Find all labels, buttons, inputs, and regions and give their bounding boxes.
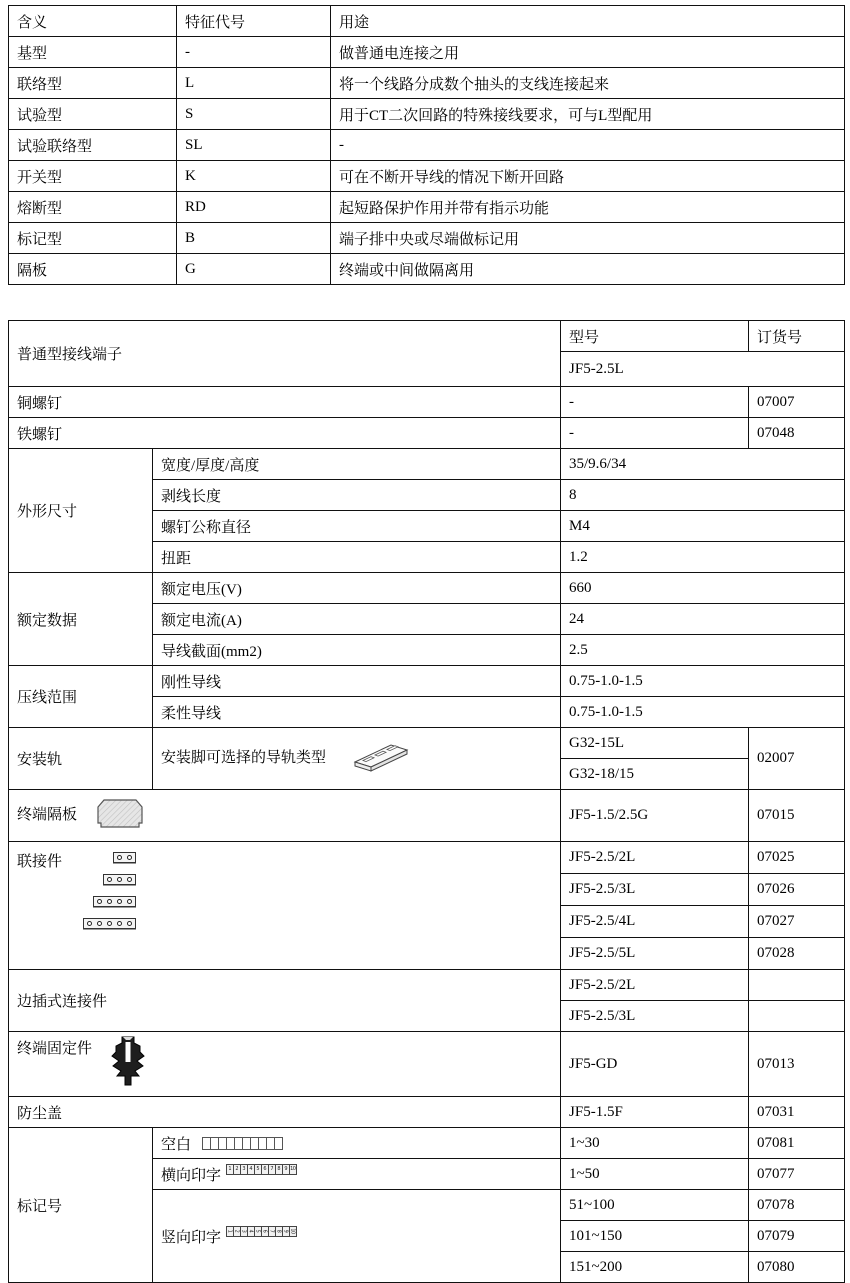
header-model: 型号 (561, 321, 749, 352)
marker-blank-cell (153, 1128, 561, 1159)
header-use: 用途 (331, 6, 845, 37)
dim-value: 1.2 (561, 542, 845, 573)
end-plate-model: JF5-1.5/2.5G (561, 790, 749, 842)
dim-attr: 扭距 (153, 542, 561, 573)
type-row (9, 254, 845, 285)
screw-label: 铜螺钉 (9, 387, 561, 418)
type-row (9, 223, 845, 254)
wire-attr: 柔性导线 (153, 697, 561, 728)
link-order: 07026 (749, 874, 845, 906)
screw-label: 铁螺钉 (9, 418, 561, 449)
cell-code: G (177, 254, 331, 285)
cell-meaning: 试验型 (9, 99, 177, 130)
link-model: JF5-2.5/4L (561, 906, 749, 938)
vertical-print-marker-strip-icon: 1 2 3 4 5 6 7 8 9 10 (227, 1226, 297, 1237)
cell-code: K (177, 161, 331, 192)
markers-label: 标记号 (9, 1128, 153, 1283)
cell-meaning: 联络型 (9, 68, 177, 99)
side-plug-label: 边插式连接件 (9, 970, 561, 1032)
wire-range-row (9, 666, 845, 697)
screw-order: 07007 (749, 387, 845, 418)
rail-label: 安装轨 (9, 728, 153, 790)
type-row (9, 130, 845, 161)
dimensions-label: 外形尺寸 (9, 449, 153, 573)
marker-order: 07080 (749, 1252, 845, 1283)
product-model: JF5-2.5L (561, 352, 845, 387)
link-order: 07025 (749, 842, 845, 874)
cell-meaning: 标记型 (9, 223, 177, 254)
rated-attr: 额定电压(V) (153, 573, 561, 604)
type-header-row (9, 6, 845, 37)
wire-value: 0.75-1.0-1.5 (561, 697, 845, 728)
screw-model: - (561, 418, 749, 449)
rail-model: G32-18/15 (561, 759, 749, 790)
type-code-table (8, 5, 845, 285)
marker-vertical-label: 竖向印字 (161, 1229, 222, 1246)
wire-value: 0.75-1.0-1.5 (561, 666, 845, 697)
end-bracket-row (9, 1032, 845, 1097)
type-row (9, 192, 845, 223)
dim-attr: 剥线长度 (153, 480, 561, 511)
cell-code: B (177, 223, 331, 254)
rated-row (9, 573, 845, 604)
header-order-no: 订货号 (749, 321, 845, 352)
end-bracket-icon (108, 1035, 148, 1094)
screw-row (9, 387, 845, 418)
dust-cover-order: 07031 (749, 1097, 845, 1128)
cell-meaning: 隔板 (9, 254, 177, 285)
side-plug-model: JF5-2.5/2L (561, 970, 749, 1001)
rail-attr-text: 安装脚可选择的导轨类型 (161, 749, 327, 766)
marker-blank-label: 空白 (161, 1136, 192, 1153)
ordering-header-row (9, 321, 845, 352)
cell-use: 端子排中央或尽端做标记用 (331, 223, 845, 254)
header-meaning: 含义 (9, 6, 177, 37)
cell-meaning: 开关型 (9, 161, 177, 192)
rail-order: 02007 (749, 728, 845, 790)
wire-attr: 刚性导线 (153, 666, 561, 697)
dimension-row (9, 449, 845, 480)
end-plate-order: 07015 (749, 790, 845, 842)
end-plate-icon (95, 798, 145, 833)
marker-order: 07078 (749, 1190, 845, 1221)
screw-order: 07048 (749, 418, 845, 449)
end-plate-label: 终端隔板 (17, 806, 78, 823)
cell-meaning: 试验联络型 (9, 130, 177, 161)
dust-cover-label: 防尘盖 (9, 1097, 561, 1128)
din-rail-icon (350, 740, 412, 777)
product-label: 普通型接线端子 (9, 321, 561, 387)
link-row (9, 842, 845, 874)
ordering-table (8, 320, 845, 1283)
link-model: JF5-2.5/2L (561, 842, 749, 874)
horizontal-print-marker-strip-icon: 1 2 3 4 5 6 7 8 9 10 (227, 1164, 297, 1175)
dim-attr: 宽度/厚度/高度 (153, 449, 561, 480)
cell-code: RD (177, 192, 331, 223)
cell-use: 用于CT二次回路的特殊接线要求，可与L型配用 (331, 99, 845, 130)
link-order: 07028 (749, 938, 845, 970)
cell-use: 将一个线路分成数个抽头的支线连接起来 (331, 68, 845, 99)
dust-cover-row (9, 1097, 845, 1128)
marker-row (9, 1128, 845, 1159)
rated-value: 24 (561, 604, 845, 635)
marker-vertical-cell (153, 1190, 561, 1283)
cell-meaning: 基型 (9, 37, 177, 68)
marker-order: 07079 (749, 1221, 845, 1252)
end-plate-label-cell (9, 790, 561, 842)
end-bracket-order: 07013 (749, 1032, 845, 1097)
marker-horizontal-label: 横向印字 (161, 1167, 222, 1184)
dim-value: M4 (561, 511, 845, 542)
type-row (9, 68, 845, 99)
type-row (9, 99, 845, 130)
rated-attr: 导线截面(mm2) (153, 635, 561, 666)
jumper-2-icon (113, 852, 136, 863)
blank-marker-strip-icon (203, 1137, 283, 1150)
link-order: 07027 (749, 906, 845, 938)
rated-label: 额定数据 (9, 573, 153, 666)
dim-value: 8 (561, 480, 845, 511)
cell-code: L (177, 68, 331, 99)
side-plug-row (9, 970, 845, 1001)
marker-horizontal-cell (153, 1159, 561, 1190)
rail-attr-cell (153, 728, 561, 790)
dim-value: 35/9.6/34 (561, 449, 845, 480)
cell-code: SL (177, 130, 331, 161)
dim-attr: 螺钉公称直径 (153, 511, 561, 542)
cell-use: 起短路保护作用并带有指示功能 (331, 192, 845, 223)
side-plug-model: JF5-2.5/3L (561, 1001, 749, 1032)
marker-model: 1~50 (561, 1159, 749, 1190)
cell-use: 可在不断开导线的情况下断开回路 (331, 161, 845, 192)
end-plate-row (9, 790, 845, 842)
type-row (9, 37, 845, 68)
cell-code: - (177, 37, 331, 68)
marker-model: 1~30 (561, 1128, 749, 1159)
end-bracket-label: 终端固定件 (17, 1041, 93, 1057)
marker-model: 101~150 (561, 1221, 749, 1252)
screw-model: - (561, 387, 749, 418)
dust-cover-model: JF5-1.5F (561, 1097, 749, 1128)
end-bracket-label-cell (9, 1032, 561, 1097)
end-bracket-model: JF5-GD (561, 1032, 749, 1097)
rated-attr: 额定电流(A) (153, 604, 561, 635)
links-label-cell (9, 842, 561, 970)
rated-value: 660 (561, 573, 845, 604)
wire-range-label: 压线范围 (9, 666, 153, 728)
side-plug-order (749, 1001, 845, 1032)
links-label: 联接件 (17, 854, 63, 870)
marker-order: 07081 (749, 1128, 845, 1159)
jumper-3-icon (103, 874, 136, 885)
type-row (9, 161, 845, 192)
cell-use: 做普通电连接之用 (331, 37, 845, 68)
marker-model: 151~200 (561, 1252, 749, 1283)
rail-model: G32-15L (561, 728, 749, 759)
jumper-5-icon (83, 918, 136, 929)
cell-meaning: 熔断型 (9, 192, 177, 223)
header-code: 特征代号 (177, 6, 331, 37)
rated-value: 2.5 (561, 635, 845, 666)
cell-use: 终端或中间做隔离用 (331, 254, 845, 285)
rail-row (9, 728, 845, 759)
marker-order: 07077 (749, 1159, 845, 1190)
link-model: JF5-2.5/5L (561, 938, 749, 970)
marker-model: 51~100 (561, 1190, 749, 1221)
side-plug-order (749, 970, 845, 1001)
cell-use: - (331, 130, 845, 161)
cell-code: S (177, 99, 331, 130)
link-model: JF5-2.5/3L (561, 874, 749, 906)
screw-row (9, 418, 845, 449)
jumper-4-icon (93, 896, 136, 907)
